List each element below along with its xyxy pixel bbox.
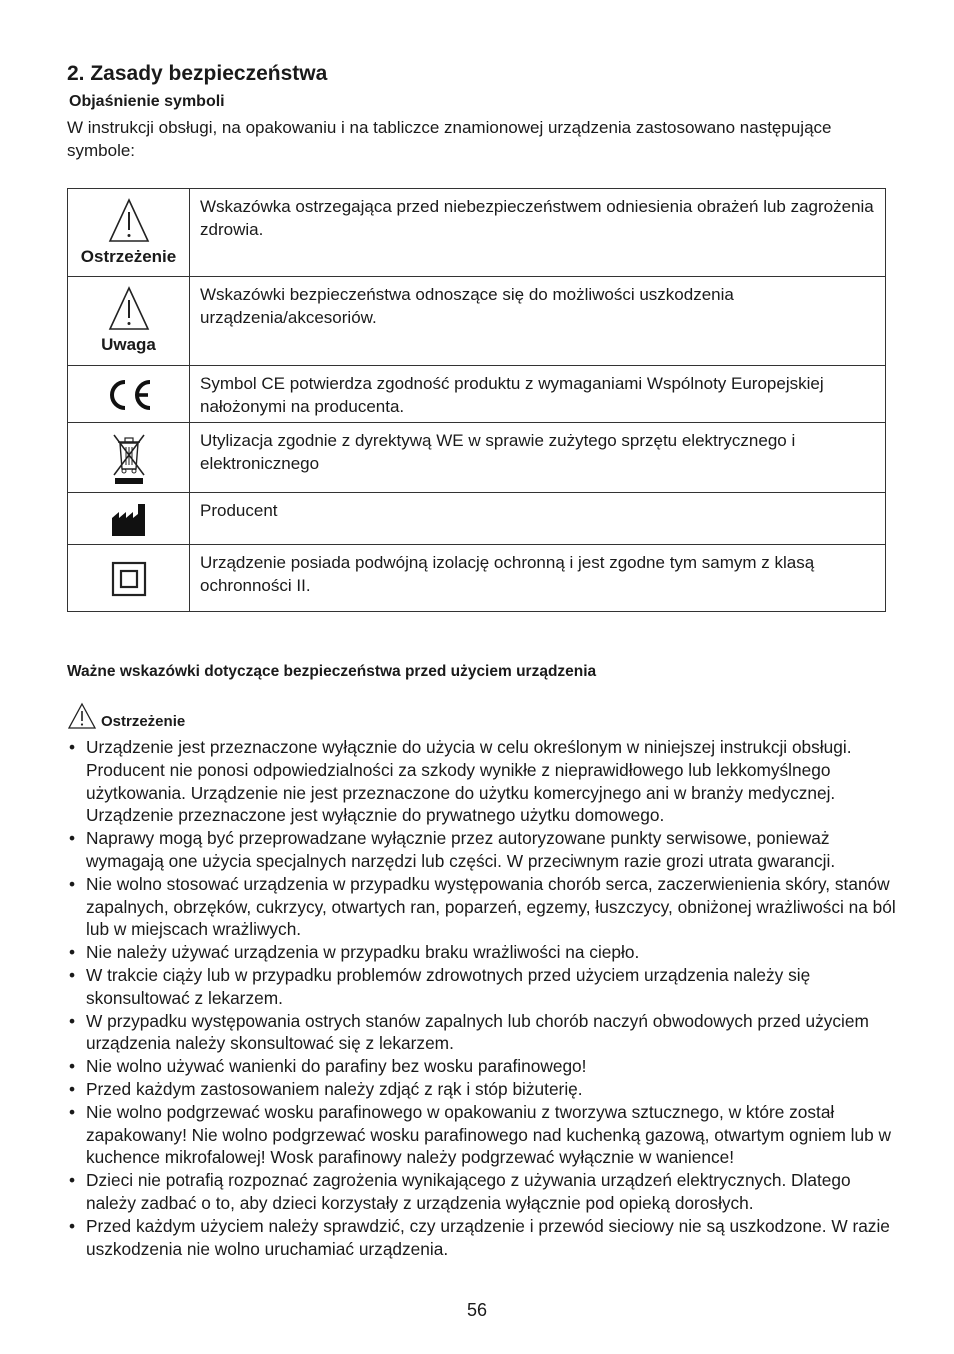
warning-triangle-icon (67, 702, 97, 730)
symbol-description: Utylizacja zgodnie z dyrektywą WE w sprawie zużytego sprzętu elektrycznego i elektronicznego (190, 423, 886, 493)
bullet-dot: • (69, 737, 76, 757)
symbol-description: Wskazówki bezpieczeństwa odnoszące się do możliwości uszkodzenia urządzenia/akcesoriów. (190, 277, 886, 366)
list-item-text: Przed każdym użyciem należy sprawdzić, czy urządzenie i przewód sieciowy nie są uszkodzone. W razie uszkodzenia nie wolno uruchamiać urządzenia. (86, 1215, 890, 1259)
symbols-table (67, 188, 886, 612)
list-item (67, 1078, 897, 1101)
symbol-label: Uwaga (101, 335, 156, 354)
bullet-dot: • (69, 964, 76, 985)
list-item (67, 827, 897, 873)
list-item (67, 1101, 897, 1169)
list-item (67, 964, 897, 1010)
list-item-text: Nie wolno stosować urządzenia w przypadku występowania chorób serca, zaczerwienienia skóry, stanów zapalnych, obrzęków, cukrzycy, otwartych ran, poparzeń, egzemy, łuszczycy, obniżonej wrażliwości na ból lub w miejscach wrażliwych. (86, 873, 896, 940)
list-item-text: Nie wolno używać wanienki do parafiny bez wosku parafinowego! (86, 1056, 587, 1077)
double-insulation-icon (111, 561, 147, 597)
list-item-text: Nie wolno podgrzewać wosku parafinowego w opakowaniu z tworzywa sztucznego, w które został zapakowany! Nie wolno podgrzewać wosku parafinowego nad kuchenką gazową, otwartym ogniem lub w kuchence mikrofalowej! Wosk parafinowy należy podgrzewać wyłącznie w wanience! (86, 1101, 891, 1168)
bullet-dot: • (69, 1215, 76, 1236)
section-title: 2. Zasady bezpieczeństwa (67, 62, 328, 85)
list-item-text: W przypadku występowania ostrych stanów zapalnych lub chorób naczyń obwodowych przed użyciem urządzenia należy skonsultować się z lekarzem. (86, 1010, 869, 1054)
table-row (68, 366, 886, 423)
bullet-dot: • (69, 1170, 76, 1191)
warning-triangle-icon (107, 197, 151, 245)
table-row (68, 423, 886, 493)
section-subtitle: Objaśnienie symboli (69, 93, 225, 110)
symbol-cell (68, 189, 190, 277)
table-row (68, 545, 886, 612)
page-number: 56 (466, 1300, 488, 1320)
symbol-description: Producent (190, 493, 886, 545)
table-row (68, 493, 886, 545)
list-item-text: W trakcie ciąży lub w przypadku problemów zdrowotnych przed użyciem urządzenia należy się skonsultować z lekarzem. (86, 964, 811, 1008)
list-item (67, 1010, 897, 1056)
list-item-text: Przed każdym zastosowaniem należy zdjąć z rąk i stóp biżuterię. (86, 1078, 583, 1099)
manufacturer-icon (110, 502, 148, 538)
safety-list (67, 736, 897, 1260)
list-item-text: Nie należy używać urządzenia w przypadku braku wrażliwości na ciepło. (86, 942, 640, 963)
ce-mark-icon (103, 375, 155, 415)
intro-paragraph: W instrukcji obsługi, na opakowaniu i na tabliczce znamionowej urządzenia zastosowano następujące symbole: (67, 118, 832, 160)
list-item-text: Urządzenie jest przeznaczone wyłącznie do użycia w celu określonym w niniejszej instrukcji obsługi. Producent nie ponosi odpowiedzialności za szkody wynikłe z nieprawidłowego lub lekkomyślnego użytkowania. Urządzenie nie jest przeznaczone do użytku komercyjnego ani w branży medycznej. Urządzenie przeznaczone jest wyłącznie do prywatnego użytku domowego. (86, 737, 852, 826)
symbol-description: Wskazówka ostrzegająca przed niebezpieczeństwem odniesienia obrażeń lub zagrożenia zdrowia. (190, 189, 886, 277)
list-item-text: Naprawy mogą być przeprowadzane wyłącznie przez autoryzowane punkty serwisowe, ponieważ wymagają one użycia specjalnych narzędzi lub części. W przeciwnym razie grozi utrata gwarancji. (86, 828, 836, 871)
list-item (67, 873, 897, 941)
bullet-dot: • (69, 873, 76, 894)
list-item-text: Dzieci nie potrafią rozpoznać zagrożenia wynikającego z używania urządzeń elektrycznych. Dlatego należy zadbać o to, aby dzieci korzystały z urządzenia wyłącznie pod opieką dorosłych. (86, 1170, 851, 1213)
symbol-description: Urządzenie posiada podwójną izolację ochronną i jest zgodne tym samym z klasą ochronności II. (190, 545, 886, 612)
list-item (67, 941, 897, 964)
list-item (67, 1055, 897, 1078)
list-item (67, 1169, 897, 1215)
symbol-cell (68, 423, 190, 493)
bullet-dot: • (69, 1056, 76, 1077)
symbol-cell (68, 277, 190, 366)
bullet-dot: • (69, 1078, 76, 1099)
symbol-cell (68, 545, 190, 612)
crossed-bin-icon (109, 429, 149, 487)
list-item (67, 1215, 897, 1261)
warning-heading (67, 702, 185, 730)
symbol-cell (68, 493, 190, 545)
table-row (68, 277, 886, 366)
warning-triangle-icon (107, 285, 151, 333)
symbol-cell (68, 366, 190, 423)
bullet-dot: • (69, 942, 76, 963)
list-item (67, 736, 897, 827)
warning-label: Ostrzeżenie (101, 713, 186, 730)
bullet-dot: • (69, 1101, 76, 1122)
important-heading: Ważne wskazówki dotyczące bezpieczeństwa przed użyciem urządzenia (67, 663, 597, 680)
symbol-label: Ostrzeżenie (80, 247, 177, 266)
bullet-dot: • (69, 828, 76, 849)
symbol-description: Symbol CE potwierdza zgodność produktu z wymaganiami Wspólnoty Europejskiej nałożonymi na producenta. (190, 366, 886, 423)
bullet-dot: • (69, 1010, 76, 1031)
table-row (68, 189, 886, 277)
